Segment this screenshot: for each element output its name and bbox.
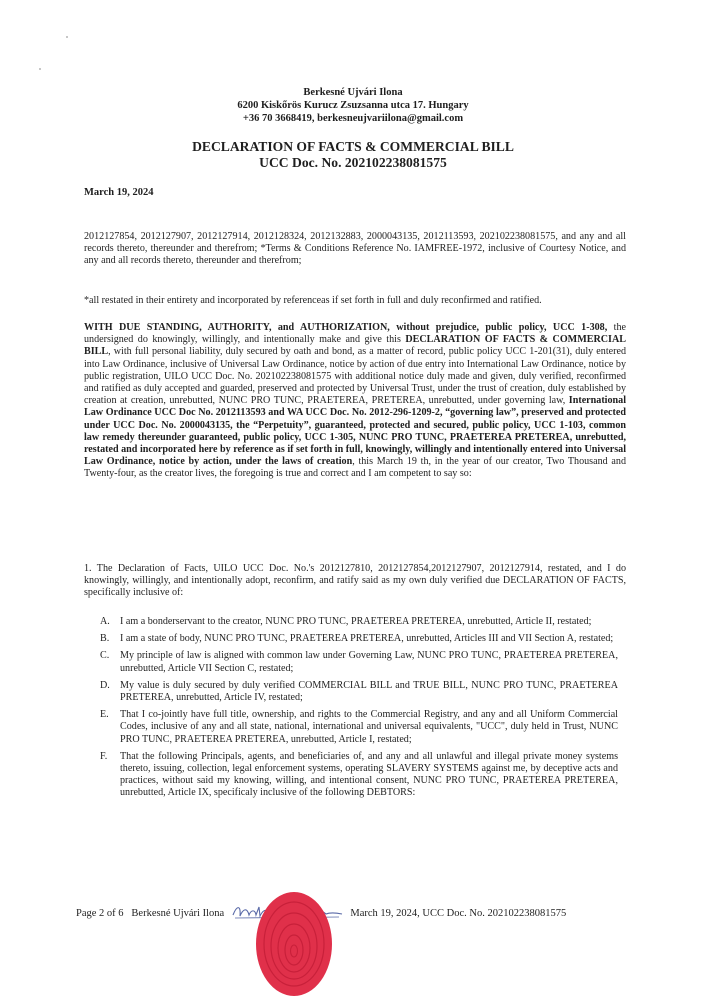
document-date: March 19, 2024 [84, 187, 154, 198]
list-item [100, 751, 618, 800]
standing-lead-bold: WITH DUE STANDING, AUTHORITY, and AUTHORIZATION, without prejudice, public policy, UCC 1-308, [84, 322, 608, 333]
title-line-2: UCC Doc. No. 202102238081575 [259, 155, 447, 170]
letterhead-name: Berkesné Ujvári Ilona [303, 87, 403, 98]
footer-name: Berkesné Ujvári Ilona [131, 908, 225, 919]
list-item [100, 680, 618, 704]
list-item-text: That the following Principals, agents, and beneficiaries of, and any and all unlawful and illegal private money systems thereto, issuing, collection, legal enforcement systems, operating SLAVERY SYSTEMS against me, by deceptive acts and practices, without said my knowing, willing, and intentional consent, NUNC PRO TUNC, PRAETEREA PRETEREA, unrebutted, Article IX, specificaly inclusive of the following DEBTORS: [120, 750, 618, 799]
letterhead [0, 86, 706, 125]
standing-text-3: , this March 19 th, in the year of our creator, Two Thousand and Twenty-four, as the creator lives, the foregoing is true and correct and I am competent to say so: [84, 456, 626, 480]
list-item [100, 616, 618, 628]
standing-governing-law-bold: International Law Ordinance UCC Doc No. 2012113593 and WA UCC Doc. No. 2012-296-1209-2, “governing law”, preserved and protected under UCC Doc. No. 2000043135, the “Perpetuity”, guaranteed, protected and secured, public policy, UCC 1-103, common law remedy thereunder guaranteed, public policy, UCC 1-305, NUNC PRO TUNC, PRAETEREA PRETEREA, unrebutted, restated and incorporated here by reference as if set forth in full, knowingly, willingly and intentionally entered into Universal Law Ordinance, notice by action, under the laws of creation [84, 395, 626, 468]
list-item-letter: F. [100, 750, 108, 762]
standing-paragraph [84, 322, 626, 481]
restated-paragraph: *all restated in their entirety and incorporated by referenceas if set forth in full and duly reconfirmed and ratified. [84, 295, 542, 306]
letterhead-address: 6200 Kiskőrös Kurucz Zsuzsanna utca 17. Hungary [237, 100, 469, 111]
declaration-list [100, 616, 618, 805]
list-item-letter: B. [100, 633, 110, 645]
list-item-text: I am a state of body, NUNC PRO TUNC, PRAETEREA PRETEREA, unrebutted, Articles III and VII Section A, restated; [120, 633, 614, 645]
title-line-1: DECLARATION OF FACTS & COMMERCIAL BILL [192, 139, 514, 154]
thumbprint [254, 888, 334, 996]
list-item [100, 633, 618, 645]
list-item-letter: D. [100, 679, 110, 691]
scan-speck [66, 36, 68, 38]
standing-text-1: the undersigned do knowingly, willingly, and intentionally make and give this [84, 322, 627, 346]
intro-paragraph: 2012127854, 2012127907, 2012127914, 2012128324, 2012132883, 2000043135, 2012113593, 202102238081575, and any and all records thereto, thereunder and therefrom; *Terms & Conditions Reference No. IAMFREE-1972, inclusive of Courtesy Notice, and any and all records thereto, thereunder and therefrom; [84, 231, 626, 267]
document-title [0, 139, 706, 171]
list-item-letter: A. [100, 616, 110, 627]
list-item-letter: E. [100, 709, 109, 721]
section-1: 1. The Declaration of Facts, UILO UCC Doc. No.'s 2012127810, 2012127854,2012127907, 2012127914, restated, and I do knowingly, willingly, and intentionally adopt, reconfirm, and ratify said as my own duly verified due DECLARATION OF FACTS, specifically inclusive of: [84, 563, 626, 599]
footer-reference: March 19, 2024, UCC Doc. No. 202102238081575 [350, 908, 567, 919]
page-number: Page 2 of 6 [76, 908, 124, 919]
list-item-text: My value is duly secured by duly verified COMMERCIAL BILL and TRUE BILL, NUNC PRO TUNC, PRAETEREA PRETEREA, unrebutted, Article IV, restated; [120, 679, 618, 704]
list-item-text: I am a bonderservant to the creator, NUNC PRO TUNC, PRAETEREA PRETEREA, unrebutted, Article II, restated; [120, 616, 592, 627]
scan-speck [39, 68, 41, 70]
list-item [100, 650, 618, 674]
list-item [100, 709, 618, 746]
list-item-text: That I co-jointly have full title, ownership, and rights to the Commercial Registry, and any and all Uniform Commercial Codes, inclusive of any and all state, national, international and universal equivalents, "UCC", duly held in Trust, NUNC PRO TUNC, PRAETEREA PRETEREA, unrebutted, Article I, restated; [120, 709, 618, 745]
standing-declaration-bold: DECLARATION OF FACTS & COMMERCIAL BILL [84, 334, 626, 358]
standing-text-2: , with full personal liability, duly secured by oath and bond, as a matter of record, public policy UCC 1-201(31), duly entered into Law Ordinance, inclusive of Universal Law Ordinance, notice by action of due entry into International Law Ordinance, notice by public registration, UILO UCC Doc. No. 202102238081575 with additional notice duly made and given, duly verified, reconfirmed and ratified as duly accepted and guarded, preserved and protected by Universal Trust, under the trust of creation, duly established by creation at creation, unrebutted, NUNC PRO TUNC, PRAETEREA, PRETEREA, unrebutted, under governing law, [84, 346, 626, 407]
list-item-letter: C. [100, 650, 110, 662]
list-item-text: My principle of law is aligned with common law under Governing Law, NUNC PRO TUNC, PRAETEREA PRETEREA, unrebutted, Article VII Section C, restated; [120, 650, 618, 674]
letterhead-contact: +36 70 3668419, berkesneujvariilona@gmail.com [242, 113, 464, 124]
